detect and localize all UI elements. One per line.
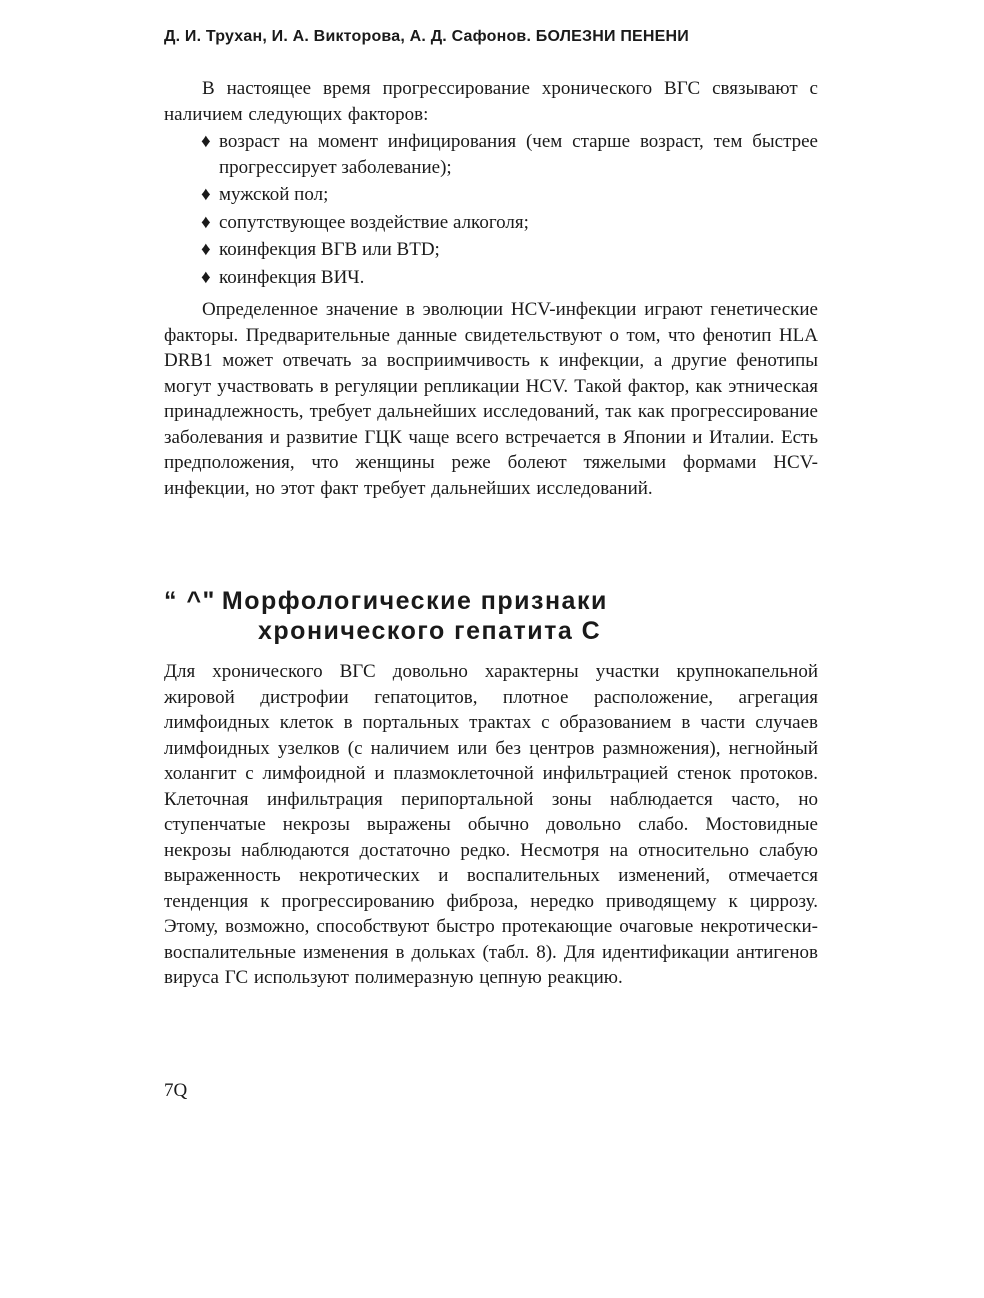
diamond-bullet-icon: ♦ <box>201 211 211 233</box>
heading-line-2: хронического гепатита С <box>258 617 602 645</box>
list-item <box>201 129 818 180</box>
diamond-bullet-icon: ♦ <box>201 239 211 260</box>
diamond-bullet-icon: ♦ <box>201 184 211 205</box>
list-item-text: мужской пол; <box>219 184 329 205</box>
list-item <box>201 237 818 263</box>
list-item-text: возраст на момент инфицирования (чем старше возраст, тем быстрее прогрессирует заболевание); <box>219 131 818 178</box>
page-number: 7Q <box>164 1080 188 1101</box>
section-heading <box>164 586 764 646</box>
list-item-text: коинфекция ВИЧ. <box>219 266 365 288</box>
running-header: Д. И. Трухан, И. А. Викторова, А. Д. Сафонов. БОЛЕЗНИ ПЕНЕНИ <box>164 28 689 45</box>
list-item <box>201 265 818 291</box>
factors-list <box>201 129 818 292</box>
list-item <box>201 182 818 208</box>
diamond-bullet-icon: ♦ <box>201 266 211 288</box>
list-item-text: коинфекция ВГВ или BTD; <box>219 239 440 260</box>
diamond-bullet-icon: ♦ <box>201 131 211 152</box>
morphology-paragraph: Для хронического ВГС довольно характерны участки крупнокапельной жировой дистрофии гепатоцитов, плотное расположение, агрегация лимфоидных клеток в портальных трактах с образованием в части случаев лимфоидных узелков (с наличием или без центров размножения), негнойный холангит с лимфоидной и плазмоклеточной инфильтрацией стенок протоков. Клеточная инфильтрация перипортальной зоны наблюдается часто, но ступенчатые некрозы выражены обычно довольно слабо. Мостовидные некрозы наблюдаются достаточно редко. Несмотря на относительно слабую выраженность некротических и воспалительных изменений, отмечается тенденция к прогрессированию фиброза, нередко приводящему к циррозу. Этому, возможно, способствуют быстро протекающие очаговые некротически-воспалительные изменения в дольках (табл. 8). Для идентификации антигенов вируса ГС используют полимеразную цепную реакцию. <box>164 661 818 988</box>
list-item <box>201 210 818 236</box>
heading-prefix: “ ^" <box>164 587 216 615</box>
intro-paragraph: В настоящее время прогрессирование хронического ВГС связывают с наличием следующих факторов: <box>164 78 818 125</box>
heading-line-1: Морфологические признаки <box>221 587 608 615</box>
list-item-text: сопутствующее воздействие алкоголя; <box>219 211 529 233</box>
genetics-paragraph: Определенное значение в эволюции HCV-инфекции играют генетические факторы. Предварительные данные свидетельствуют о том, что фенотип HLA DRB1 может отвечать за восприимчивость к инфекции, а другие фенотипы могут участвовать в регуляции репликации HCV. Такой фактор, как этническая принадлежность, требует дальнейших исследований, так как прогрессирование заболевания и развитие ГЦК чаще всего встречается в Японии и Италии. Есть предположения, что женщины реже болеют тяжелыми формами HCV-инфекции, но этот факт требует дальнейших исследований. <box>164 299 818 499</box>
